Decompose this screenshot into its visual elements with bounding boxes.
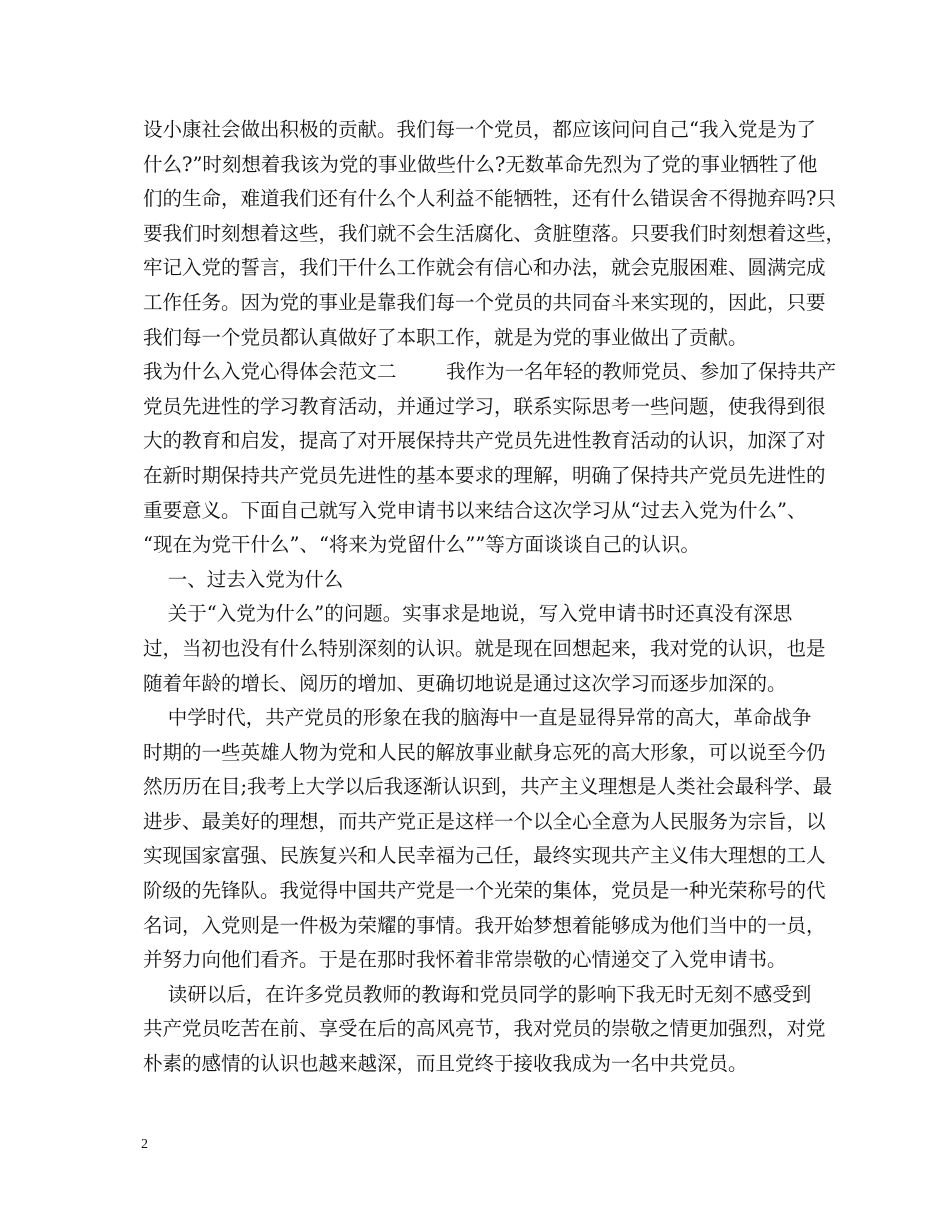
text-line: 在新时期保持共产党员先进性的基本要求的理解，明确了保持共产党员先进性的 <box>143 463 826 487</box>
text-line: 党员先进性的学习教育活动，并通过学习，联系实际思考一些问题，使我得到很 <box>143 394 826 418</box>
text-line: 什么?”时刻想着我该为党的事业做些什么?无数革命先烈为了党的事业牺牲了他 <box>143 152 818 176</box>
text-line: 牢记入党的誓言，我们干什么工作就会有信心和办法，就会克服困难、圆满完成 <box>143 256 826 280</box>
body-text <box>143 113 846 1082</box>
text-line: 我们每一个党员都认真做好了本职工作，就是为党的事业做出了贡献。 <box>143 325 748 349</box>
text-line: 时期的一些英雄人物为党和人民的解放事业献身忘死的高大形象，可以说至今仍 <box>143 740 826 764</box>
text-line: 实现国家富强、民族复兴和人民幸福为己任，最终实现共产主义伟大理想的工人 <box>143 844 826 868</box>
text-line: 大的教育和启发，提高了对开展保持共产党员先进性教育活动的认识，加深了对 <box>143 429 826 453</box>
text-line: 然历历在目;我考上大学以后我逐渐认识到，共产主义理想是人类社会最科学、最 <box>143 775 833 799</box>
text-line: 名词，入党则是一件极为荣耀的事情。我开始梦想着能够成为他们当中的一员， <box>143 913 826 937</box>
section-title-line: 我为什么入党心得体会范文二 我作为一名年轻的教师党员、参加了保持共产 <box>143 360 837 384</box>
text-line: 共产党员吃苦在前、享受在后的高风亮节，我对党员的崇敬之情更加强烈，对党 <box>143 1017 826 1041</box>
text-line: 设小康社会做出积极的贡献。我们每一个党员，都应该问问自己“我入党是为了 <box>143 118 816 141</box>
page-number: 2 <box>141 1137 148 1152</box>
text-line: 读研以后，在许多党员教师的教诲和党员同学的影响下我无时无刻不感受到 <box>143 982 812 1006</box>
text-line: 中学时代，共产党员的形象在我的脑海中一直是显得异常的高大，革命战争 <box>143 706 812 730</box>
text-line: 关于“入党为什么”的问题。实事求是地说，写入党申请书时还真没有深思 <box>143 602 793 626</box>
text-line: 过，当初也没有什么特别深刻的认识。就是现在回想起来，我对党的认识，也是 <box>143 636 826 660</box>
section-heading: 一、过去入党为什么 <box>143 567 344 591</box>
text-line: 并努力向他们看齐。于是在那时我怀着非常崇敬的心情递交了入党申请书。 <box>143 948 787 972</box>
text-line: 要我们时刻想着这些，我们就不会生活腐化、贪脏堕落。只要我们时刻想着这些， <box>143 221 846 245</box>
text-line: 重要意义。下面自己就写入党申请书以来结合这次学习从“过去入党为什么”、 <box>143 498 807 522</box>
text-line: 阶级的先锋队。我觉得中国共产党是一个光荣的集体，党员是一种光荣称号的代 <box>143 879 826 903</box>
text-line: 朴素的感情的认识也越来越深，而且党终于接收我成为一名中共党员。 <box>143 1052 748 1076</box>
text-line: 们的生命，难道我们还有什么个人利益不能牺牲，还有什么错误舍不得抛弃吗?只 <box>143 187 836 211</box>
text-line: 进步、最美好的理想，而共产党正是这样一个以全心全意为人民服务为宗旨，以 <box>143 809 826 833</box>
text-line: “现在为党干什么”、“将来为党留什么””等方面谈谈自己的认识。 <box>143 533 700 557</box>
text-line: 工作任务。因为党的事业是靠我们每一个党员的共同奋斗来实现的，因此，只要 <box>143 290 826 314</box>
text-line: 随着年龄的增长、阅历的增加、更确切地说是通过这次学习而逐步加深的。 <box>143 671 787 695</box>
